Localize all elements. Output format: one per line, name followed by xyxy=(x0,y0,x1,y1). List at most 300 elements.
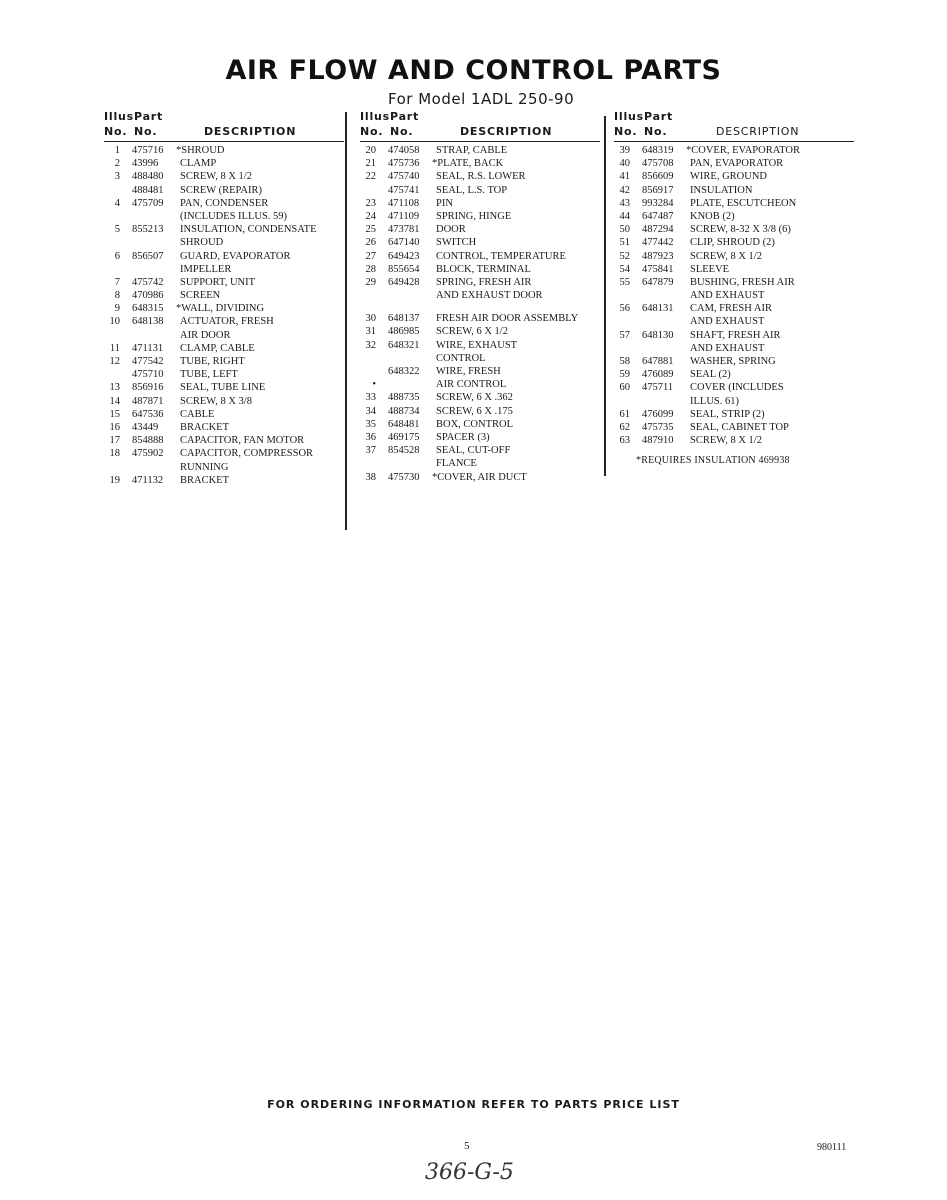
part-number: 469175 xyxy=(388,431,420,443)
part-description: SCREW, 8-32 X 3/8 (6) xyxy=(690,224,791,236)
illus-number: 10 xyxy=(109,316,120,328)
part-number: 647879 xyxy=(642,276,674,288)
part-number: 648319 xyxy=(642,145,674,156)
part-description: FLANCE xyxy=(436,458,477,470)
part-row xyxy=(104,144,344,157)
part-row xyxy=(360,365,600,378)
illus-number: 26 xyxy=(365,237,376,249)
part-row xyxy=(614,184,854,197)
part-description: CAM, FRESH AIR xyxy=(690,303,772,315)
part-description: *COVER, EVAPORATOR xyxy=(686,145,800,156)
illus-number: 50 xyxy=(619,224,630,236)
part-description: WIRE, FRESH xyxy=(436,366,501,377)
illus-no-header: No. xyxy=(104,125,128,138)
part-description: WASHER, SPRING xyxy=(690,356,776,367)
part-description: SPRING, FRESH AIR xyxy=(436,276,532,288)
part-number: 43449 xyxy=(132,421,159,433)
part-row xyxy=(614,408,854,421)
illus-number: 6 xyxy=(114,250,120,262)
part-row xyxy=(104,355,344,368)
part-description: COVER (INCLUDES xyxy=(690,382,784,394)
part-row xyxy=(360,250,600,263)
part-description: CLAMP xyxy=(180,158,217,170)
part-row xyxy=(614,236,854,249)
part-description: BLOCK, TERMINAL xyxy=(436,263,531,275)
part-description: PIN xyxy=(436,197,453,209)
part-description: (INCLUDES ILLUS. 59) xyxy=(180,210,288,222)
illus-number: 40 xyxy=(619,158,630,170)
part-description: SCREEN xyxy=(180,290,221,302)
parts-list xyxy=(104,144,344,487)
part-row xyxy=(104,197,344,210)
part-description: CONTROL xyxy=(436,352,486,364)
illus-number: 32 xyxy=(365,339,376,351)
part-row xyxy=(360,223,600,236)
part-description: SCREW (REPAIR) xyxy=(180,184,262,196)
part-description: *PLATE, BACK xyxy=(432,158,504,170)
part-row xyxy=(104,408,344,421)
part-number: 647881 xyxy=(642,356,674,367)
part-row xyxy=(614,355,854,368)
insulation-footnote: *REQUIRES INSULATION 469938 xyxy=(636,455,790,467)
part-row xyxy=(104,342,344,355)
illus-number: 9 xyxy=(114,303,120,315)
parts-column-3 xyxy=(614,110,854,466)
illus-number: 61 xyxy=(619,408,630,420)
part-row xyxy=(360,184,600,197)
part-row xyxy=(614,170,854,183)
part-number: 475742 xyxy=(132,276,164,288)
part-number: 854888 xyxy=(132,435,164,447)
part-number: 487871 xyxy=(132,395,164,407)
part-description: SWITCH xyxy=(436,237,477,249)
part-row xyxy=(614,144,854,157)
part-number: 473781 xyxy=(388,224,420,236)
parts-list xyxy=(360,144,600,484)
illus-number: 11 xyxy=(109,342,120,354)
part-row xyxy=(104,157,344,170)
part-row xyxy=(104,421,344,434)
part-description: SCREW, 6 X 1/2 xyxy=(436,326,508,338)
illus-number: 3 xyxy=(114,171,120,183)
part-description: SHROUD xyxy=(180,237,224,249)
parts-column-2 xyxy=(360,110,600,484)
part-description: AND EXHAUST xyxy=(690,342,765,354)
illus-number: 7 xyxy=(114,276,120,288)
part-number: 475841 xyxy=(642,263,674,275)
part-number: 477542 xyxy=(132,356,164,367)
part-row xyxy=(104,381,344,394)
illus-number: 39 xyxy=(619,145,630,156)
part-row xyxy=(360,418,600,431)
illus-number: 28 xyxy=(365,263,376,275)
part-description: *SHROUD xyxy=(176,145,225,156)
part-description: FRESH AIR DOOR ASSEMBLY xyxy=(436,313,579,325)
part-description: AND EXHAUST xyxy=(690,290,765,302)
part-description: SEAL (2) xyxy=(690,369,731,381)
illus-number: 44 xyxy=(619,210,630,222)
part-row xyxy=(104,170,344,183)
part-description: BRACKET xyxy=(180,474,230,486)
part-row xyxy=(614,197,854,210)
illus-number: 55 xyxy=(619,276,630,288)
illus-number: 20 xyxy=(365,145,376,156)
part-row xyxy=(360,312,600,325)
part-row xyxy=(614,157,854,170)
part-number: 471132 xyxy=(132,474,164,486)
part-description: AIR CONTROL xyxy=(436,379,507,391)
part-number: 648137 xyxy=(388,313,420,325)
part-row xyxy=(104,461,344,474)
column-divider xyxy=(345,112,347,530)
part-row xyxy=(360,210,600,223)
part-row xyxy=(614,223,854,236)
parts-list xyxy=(614,144,854,447)
part-number: 488481 xyxy=(132,184,164,196)
part-row xyxy=(360,276,600,289)
column-header xyxy=(360,125,600,142)
part-description: TUBE, LEFT xyxy=(180,369,238,381)
part-row xyxy=(104,184,344,197)
part-row xyxy=(104,289,344,302)
part-row xyxy=(614,315,854,328)
illus-header: Illus. xyxy=(360,110,395,123)
part-number: 487294 xyxy=(642,224,674,236)
part-description: DOOR xyxy=(436,224,466,236)
part-row xyxy=(104,250,344,263)
part-row xyxy=(104,223,344,236)
part-no-header: No. xyxy=(390,125,414,138)
part-description: AND EXHAUST xyxy=(690,316,765,328)
part-description: SCREW, 8 X 1/2 xyxy=(690,250,762,262)
illus-number: 43 xyxy=(619,197,630,209)
part-description: BRACKET xyxy=(180,421,230,433)
part-number: 648321 xyxy=(388,339,420,351)
part-description: IMPELLER xyxy=(180,263,232,275)
illus-number: 37 xyxy=(365,445,376,457)
part-description: WIRE, GROUND xyxy=(690,171,767,183)
column-header xyxy=(614,125,854,142)
part-row xyxy=(104,434,344,447)
illus-number: 29 xyxy=(365,276,376,288)
part-description: SUPPORT, UNIT xyxy=(180,276,256,288)
part-row xyxy=(614,276,854,289)
column-header-top xyxy=(360,110,600,124)
part-number: 648130 xyxy=(642,329,674,341)
part-row xyxy=(360,236,600,249)
part-number: 487923 xyxy=(642,250,674,262)
part-row xyxy=(360,325,600,338)
part-number: 648481 xyxy=(388,418,420,430)
part-row xyxy=(614,263,854,276)
column-divider xyxy=(604,116,606,476)
part-row xyxy=(104,263,344,276)
illus-number: 1 xyxy=(114,145,120,156)
illus-number: 15 xyxy=(109,408,120,420)
part-row xyxy=(104,474,344,487)
part-row xyxy=(104,368,344,381)
part-row xyxy=(360,378,600,391)
illus-number: 13 xyxy=(109,382,120,394)
part-number: 647140 xyxy=(388,237,420,249)
part-description: AIR DOOR xyxy=(180,329,231,341)
part-number: 648131 xyxy=(642,303,674,315)
part-row xyxy=(360,170,600,183)
part-number: 647536 xyxy=(132,408,164,420)
illus-number: 42 xyxy=(619,184,630,196)
part-number: 475711 xyxy=(642,382,674,394)
part-number: 474058 xyxy=(388,145,420,156)
part-description: SCREW, 6 X .175 xyxy=(436,405,513,417)
illus-number: 12 xyxy=(109,356,120,367)
part-header: Part xyxy=(390,110,420,123)
part-number: 475708 xyxy=(642,158,674,170)
part-row xyxy=(360,352,600,365)
part-description: SEAL, CUT-OFF xyxy=(436,445,511,457)
part-row xyxy=(614,329,854,342)
illus-number: 8 xyxy=(114,290,120,302)
illus-number: 59 xyxy=(619,369,630,381)
part-description: SCREW, 6 X .362 xyxy=(436,392,513,404)
part-number: 476089 xyxy=(642,369,674,381)
part-number: 475710 xyxy=(132,369,164,381)
part-number: 487910 xyxy=(642,435,674,447)
part-row xyxy=(360,263,600,276)
part-description: SCREW, 8 X 3/8 xyxy=(180,395,252,407)
part-number: 856507 xyxy=(132,250,164,262)
part-row xyxy=(360,197,600,210)
part-row xyxy=(104,276,344,289)
part-description: SHAFT, FRESH AIR xyxy=(690,329,781,341)
part-row xyxy=(614,395,854,408)
part-row xyxy=(614,434,854,447)
part-row xyxy=(360,339,600,352)
part-description: SLEEVE xyxy=(690,263,730,275)
part-row xyxy=(360,144,600,157)
part-header: Part xyxy=(644,110,674,123)
part-row xyxy=(360,444,600,457)
part-row xyxy=(360,431,600,444)
part-number: 856917 xyxy=(642,184,674,196)
illus-number: • xyxy=(372,379,376,391)
part-number: 488735 xyxy=(388,392,420,404)
part-description: SPACER (3) xyxy=(436,431,490,443)
part-description: SEAL, CABINET TOP xyxy=(690,421,789,433)
part-number: 475735 xyxy=(642,421,674,433)
part-description: SCREW, 8 X 1/2 xyxy=(690,435,762,447)
part-description: KNOB (2) xyxy=(690,210,735,222)
illus-number: 57 xyxy=(619,329,630,341)
part-description: WIRE, EXHAUST xyxy=(436,339,518,351)
part-description: CONTROL, TEMPERATURE xyxy=(436,250,566,262)
part-number: 855213 xyxy=(132,224,164,236)
part-description: CLAMP, CABLE xyxy=(180,342,255,354)
part-description: ILLUS. 61) xyxy=(690,395,739,407)
part-number: 470986 xyxy=(132,290,164,302)
part-number: 856609 xyxy=(642,171,674,183)
illus-number: 19 xyxy=(109,474,120,486)
part-row xyxy=(614,210,854,223)
part-description: PAN, CONDENSER xyxy=(180,197,269,209)
handwritten-note: 366-G-5 xyxy=(425,1160,514,1185)
part-number: 475741 xyxy=(388,184,420,196)
illus-number: 52 xyxy=(619,250,630,262)
part-number: 486985 xyxy=(388,326,420,338)
illus-number: 14 xyxy=(109,395,120,407)
illus-number: 51 xyxy=(619,237,630,249)
part-number: 471109 xyxy=(388,210,420,222)
page-number: 5 xyxy=(464,1140,470,1152)
illus-number: 30 xyxy=(365,313,376,325)
illus-number: 58 xyxy=(619,356,630,367)
part-description: SEAL, R.S. LOWER xyxy=(436,171,526,183)
part-number: 647487 xyxy=(642,210,674,222)
illus-number: 34 xyxy=(365,405,376,417)
part-row xyxy=(104,210,344,223)
part-description: GUARD, EVAPORATOR xyxy=(180,250,291,262)
part-description: CAPACITOR, FAN MOTOR xyxy=(180,435,305,447)
part-description: CAPACITOR, COMPRESSOR xyxy=(180,448,314,460)
part-row xyxy=(360,289,600,302)
part-row xyxy=(360,405,600,418)
part-number: 475709 xyxy=(132,197,164,209)
part-number: 488480 xyxy=(132,171,164,183)
part-header: Part xyxy=(134,110,164,123)
page-title: AIR FLOW AND CONTROL PARTS xyxy=(225,55,722,86)
illus-number: 60 xyxy=(619,382,630,394)
part-number: 471131 xyxy=(132,342,164,354)
illus-header: Illus. xyxy=(104,110,139,123)
part-description: SEAL, L.S. TOP xyxy=(436,184,508,196)
part-description: ACTUATOR, FRESH xyxy=(180,316,274,328)
part-description: STRAP, CABLE xyxy=(436,145,508,156)
illus-number: 36 xyxy=(365,431,376,443)
illus-number: 62 xyxy=(619,421,630,433)
illus-number: 56 xyxy=(619,303,630,315)
part-description: CABLE xyxy=(180,408,215,420)
description-header: DESCRIPTION xyxy=(204,125,297,138)
illus-number: 38 xyxy=(365,471,376,483)
part-row xyxy=(104,236,344,249)
column-header xyxy=(104,125,344,142)
part-description: BOX, CONTROL xyxy=(436,418,514,430)
part-no-header: No. xyxy=(134,125,158,138)
illus-number: 17 xyxy=(109,435,120,447)
part-number: 854528 xyxy=(388,445,420,457)
document-number: 980111 xyxy=(817,1142,847,1153)
illus-number: 33 xyxy=(365,392,376,404)
part-no-header: No. xyxy=(644,125,668,138)
part-number: 475902 xyxy=(132,448,164,460)
part-number: 476099 xyxy=(642,408,674,420)
illus-number: 31 xyxy=(365,326,376,338)
part-row xyxy=(360,457,600,470)
description-header: DESCRIPTION xyxy=(716,125,800,138)
illus-number: 27 xyxy=(365,250,376,262)
part-number: 649428 xyxy=(388,276,420,288)
illus-number: 54 xyxy=(619,263,630,275)
part-row xyxy=(104,395,344,408)
illus-no-header: No. xyxy=(360,125,384,138)
part-row xyxy=(360,157,600,170)
part-description: SPRING, HINGE xyxy=(436,210,512,222)
illus-no-header: No. xyxy=(614,125,638,138)
part-number: 475716 xyxy=(132,145,164,156)
part-description: BUSHING, FRESH AIR xyxy=(690,276,795,288)
illus-number: 24 xyxy=(365,210,376,222)
illus-number: 23 xyxy=(365,197,376,209)
column-header-top xyxy=(614,110,854,124)
part-description: INSULATION xyxy=(690,184,753,196)
part-row xyxy=(614,302,854,315)
part-number: 471108 xyxy=(388,197,420,209)
part-row xyxy=(614,421,854,434)
part-description: SCREW, 8 X 1/2 xyxy=(180,171,252,183)
part-description: AND EXHAUST DOOR xyxy=(436,290,543,302)
illus-number: 18 xyxy=(109,448,120,460)
part-description: *COVER, AIR DUCT xyxy=(432,471,527,483)
part-row xyxy=(614,250,854,263)
illus-number: 2 xyxy=(114,158,120,170)
part-number: 43996 xyxy=(132,158,159,170)
column-header-top xyxy=(104,110,344,124)
part-row xyxy=(104,302,344,315)
part-number: 648315 xyxy=(132,303,164,315)
ordering-info: FOR ORDERING INFORMATION REFER TO PARTS PRICE LIST xyxy=(267,1098,680,1111)
part-description: CLIP, SHROUD (2) xyxy=(690,237,775,249)
part-number: 477442 xyxy=(642,237,674,249)
part-number: 475736 xyxy=(388,158,420,170)
part-description: PAN, EVAPORATOR xyxy=(690,158,784,170)
description-header: DESCRIPTION xyxy=(460,125,553,138)
part-number: 856916 xyxy=(132,382,164,394)
part-row xyxy=(614,342,854,355)
part-row xyxy=(104,447,344,460)
part-row xyxy=(104,315,344,328)
part-row xyxy=(614,381,854,394)
part-description: PLATE, ESCUTCHEON xyxy=(690,197,797,209)
part-number: 475740 xyxy=(388,171,420,183)
illus-number: 25 xyxy=(365,224,376,236)
illus-number: 4 xyxy=(114,197,120,209)
part-number: 475730 xyxy=(388,471,420,483)
illus-number: 63 xyxy=(619,435,630,447)
illus-number: 16 xyxy=(109,421,120,433)
part-number: 993284 xyxy=(642,197,674,209)
row-gap xyxy=(360,302,600,312)
part-row xyxy=(104,329,344,342)
part-description: RUNNING xyxy=(180,461,229,473)
part-row xyxy=(360,471,600,484)
part-row xyxy=(360,391,600,404)
illus-number: 5 xyxy=(114,224,120,236)
illus-header: Illus. xyxy=(614,110,649,123)
illus-number: 35 xyxy=(365,418,376,430)
part-description: SEAL, STRIP (2) xyxy=(690,408,765,420)
parts-column-1 xyxy=(104,110,344,487)
part-description: SEAL, TUBE LINE xyxy=(180,382,266,394)
part-row xyxy=(614,289,854,302)
part-number: 648138 xyxy=(132,316,164,328)
illus-number: 21 xyxy=(365,158,376,170)
part-description: *WALL, DIVIDING xyxy=(176,303,265,315)
part-row xyxy=(614,368,854,381)
part-number: 648322 xyxy=(388,366,420,377)
part-number: 649423 xyxy=(388,250,420,262)
part-description: TUBE, RIGHT xyxy=(180,356,245,367)
illus-number: 22 xyxy=(365,171,376,183)
part-number: 488734 xyxy=(388,405,420,417)
